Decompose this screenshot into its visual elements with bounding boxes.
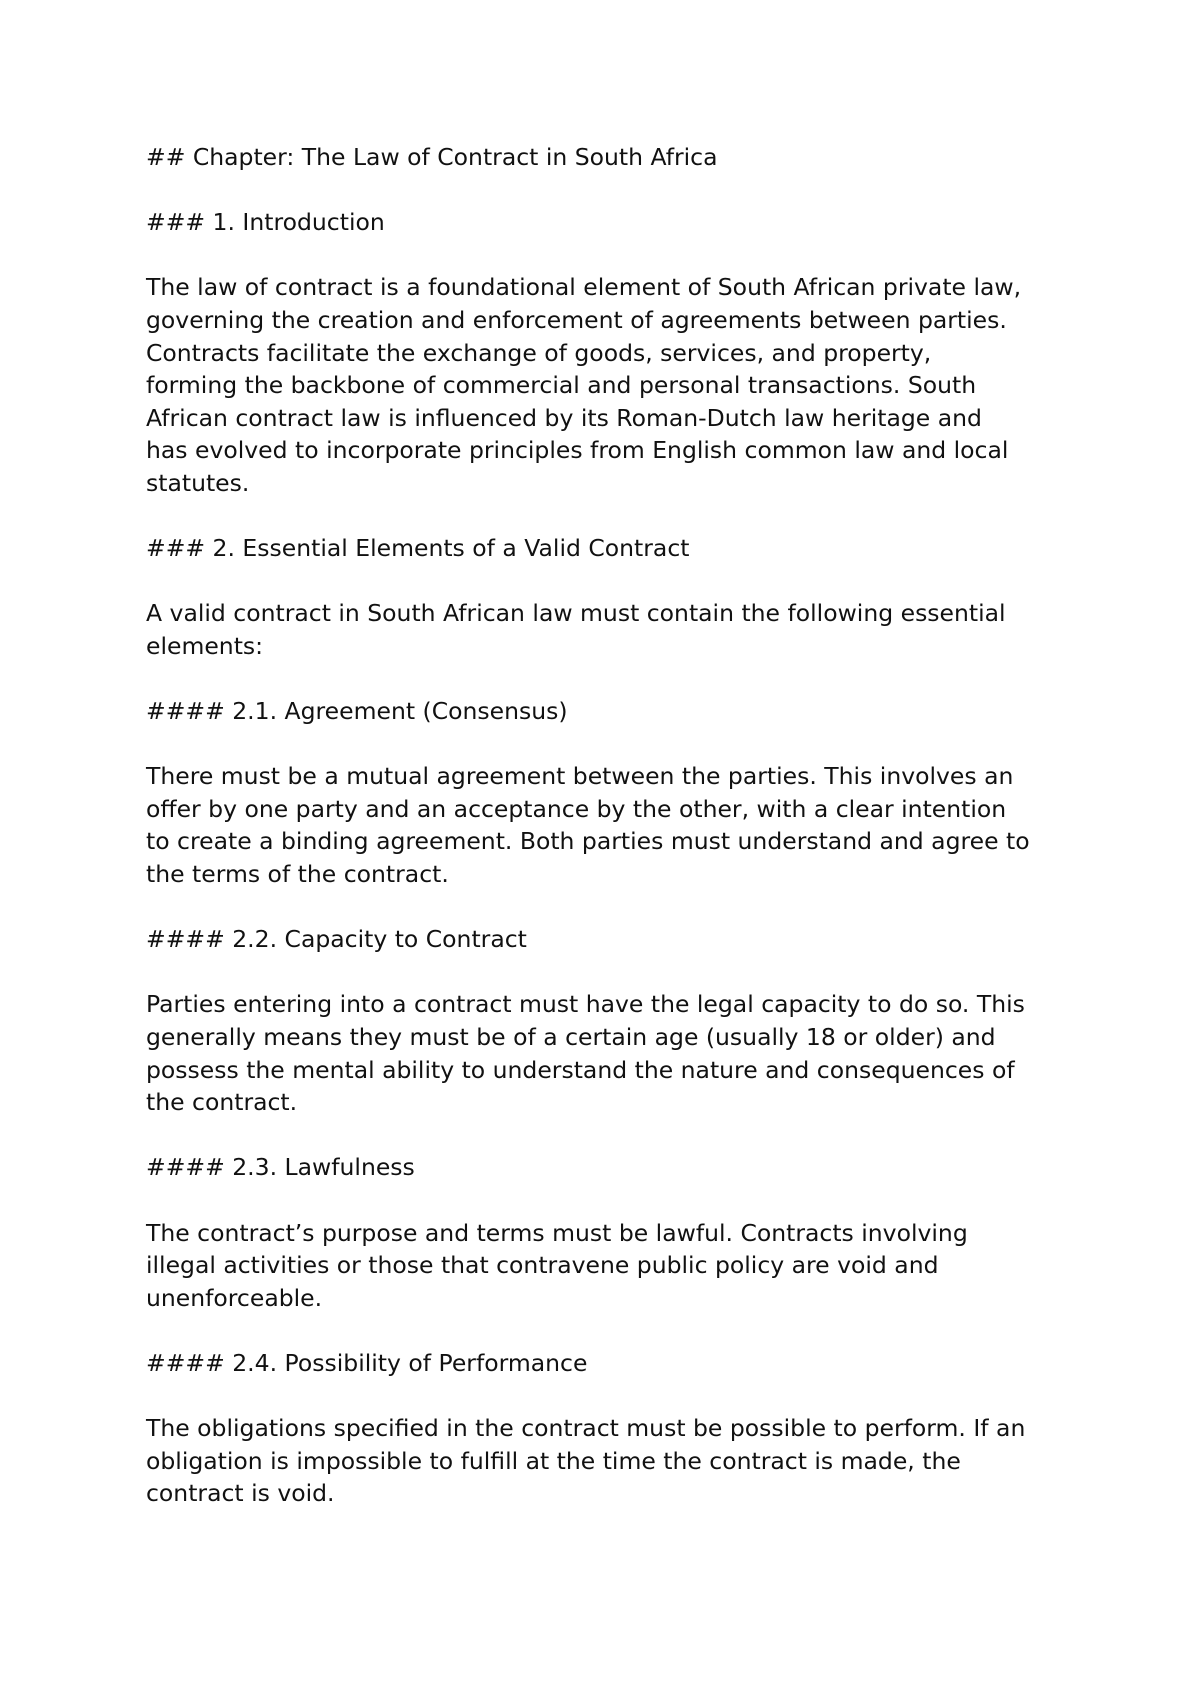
subsection-heading-lawfulness: #### 2.3. Lawfulness bbox=[146, 1153, 415, 1182]
section-paragraph-introduction: The law of contract is a foundational element of South African private law, governing the creation and enforcement of agreements between parties. Contracts facilitate the exchange of goods, services, and property, forming the backbone of commercial and personal transactions. South African contract law is influenced by its Roman-Dutch law heritage and has evolved to incorporate principles from English common law and local statutes. bbox=[146, 273, 1022, 497]
section-paragraph-essential-elements: A valid contract in South African law must contain the following essential elements: bbox=[146, 599, 1006, 660]
subsection-paragraph-capacity: Parties entering into a contract must have the legal capacity to do so. This generally means they must be of a certain age (usually 18 or older) and possess the mental ability to understand the nature and consequences of the contract. bbox=[146, 990, 1025, 1117]
subsection-paragraph-lawfulness: The contract’s purpose and terms must be lawful. Contracts involving illegal activities or those that contravene public policy are void and unenforceable. bbox=[146, 1218, 968, 1312]
subsection-heading-possibility: #### 2.4. Possibility of Performance bbox=[146, 1348, 588, 1377]
subsection-heading-agreement: #### 2.1. Agreement (Consensus) bbox=[146, 697, 568, 726]
section-heading-introduction: ### 1. Introduction bbox=[146, 208, 385, 237]
document-body bbox=[146, 141, 1076, 1543]
subsection-paragraph-possibility: The obligations specified in the contract must be possible to perform. If an obligation is impossible to fulfill at the time the contract is made, the contract is void. bbox=[146, 1414, 1026, 1508]
chapter-heading: ## Chapter: The Law of Contract in South Africa bbox=[146, 143, 718, 171]
section-heading-essential-elements: ### 2. Essential Elements of a Valid Contract bbox=[146, 534, 690, 563]
subsection-paragraph-agreement: There must be a mutual agreement between the parties. This involves an offer by one party and an acceptance by the other, with a clear intention to create a binding agreement. Both parties must understand and agree to the terms of the contract. bbox=[146, 762, 1030, 889]
subsection-heading-capacity: #### 2.2. Capacity to Contract bbox=[146, 925, 527, 954]
